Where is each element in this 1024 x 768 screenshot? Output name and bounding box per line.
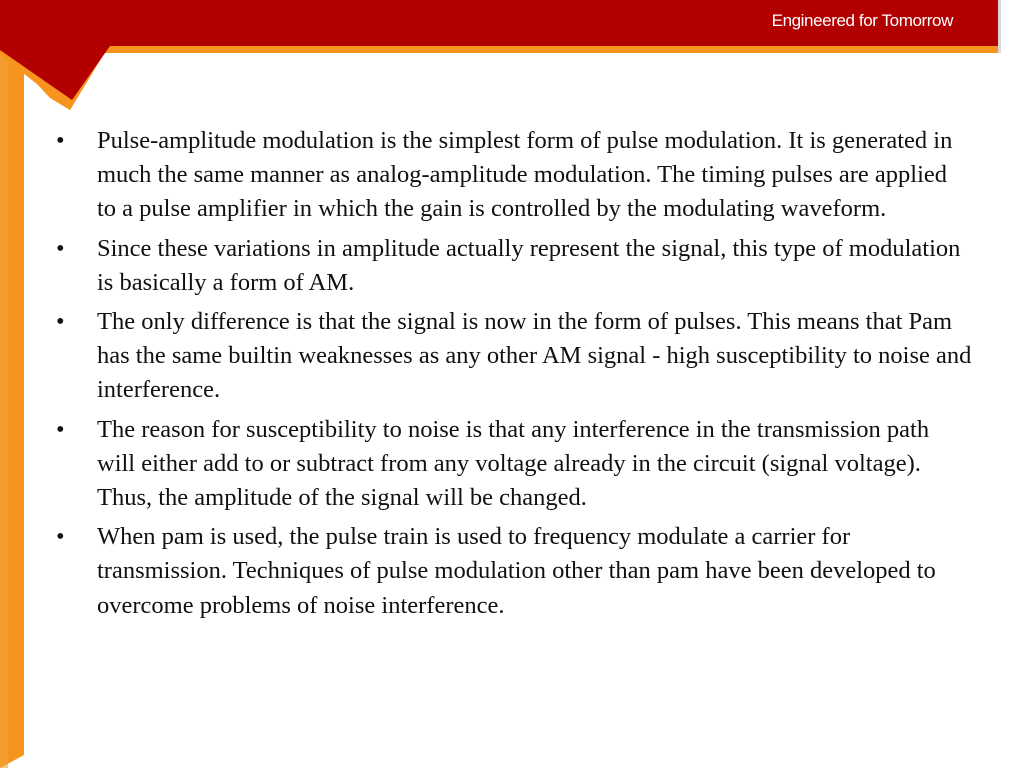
header-tagline: Engineered for Tomorrow bbox=[771, 11, 953, 30]
bullet-dot: • bbox=[56, 523, 65, 551]
bullet-dot: • bbox=[56, 234, 65, 262]
bullet-dot: • bbox=[56, 308, 65, 336]
bullet-item bbox=[52, 232, 972, 300]
bullet-text: Since these variations in amplitude actually represent the signal, this type of modulation is basically a form of AM. bbox=[97, 234, 961, 296]
bullet-item bbox=[52, 124, 972, 227]
bullet-dot: • bbox=[56, 415, 65, 443]
bullet-list bbox=[52, 124, 972, 623]
left-orange-highlight bbox=[0, 0, 8, 768]
bullet-text: The only difference is that the signal is now in the form of pulses. This means that Pam has the same builtin weaknesses as any other AM signal - high susceptibility to noise and interference. bbox=[97, 308, 972, 404]
bullet-item bbox=[52, 413, 972, 516]
bullet-item bbox=[52, 520, 972, 623]
orange-underline bbox=[0, 44, 998, 110]
bullet-text: The reason for susceptibility to noise is that any interference in the transmission path will either add to or subtract from any voltage already in the circuit (signal voltage). Thus, the amplitude of the signal will be changed. bbox=[97, 415, 930, 512]
bullet-dot: • bbox=[56, 127, 65, 154]
right-edge-shadow bbox=[998, 0, 1001, 53]
content-area bbox=[52, 124, 972, 628]
bullet-item bbox=[52, 305, 972, 408]
bullet-text: When pam is used, the pulse train is used to frequency modulate a carrier for transmission. Techniques of pulse modulation other than pam have been developed to overcome problems of noise interference. bbox=[97, 523, 936, 619]
bullet-text: Pulse-amplitude modulation is the simplest form of pulse modulation. It is generated in much the same manner as analog-amplitude modulation. The timing pulses are applied to a pulse amplifier in which the gain is controlled by the modulating waveform. bbox=[97, 127, 953, 223]
